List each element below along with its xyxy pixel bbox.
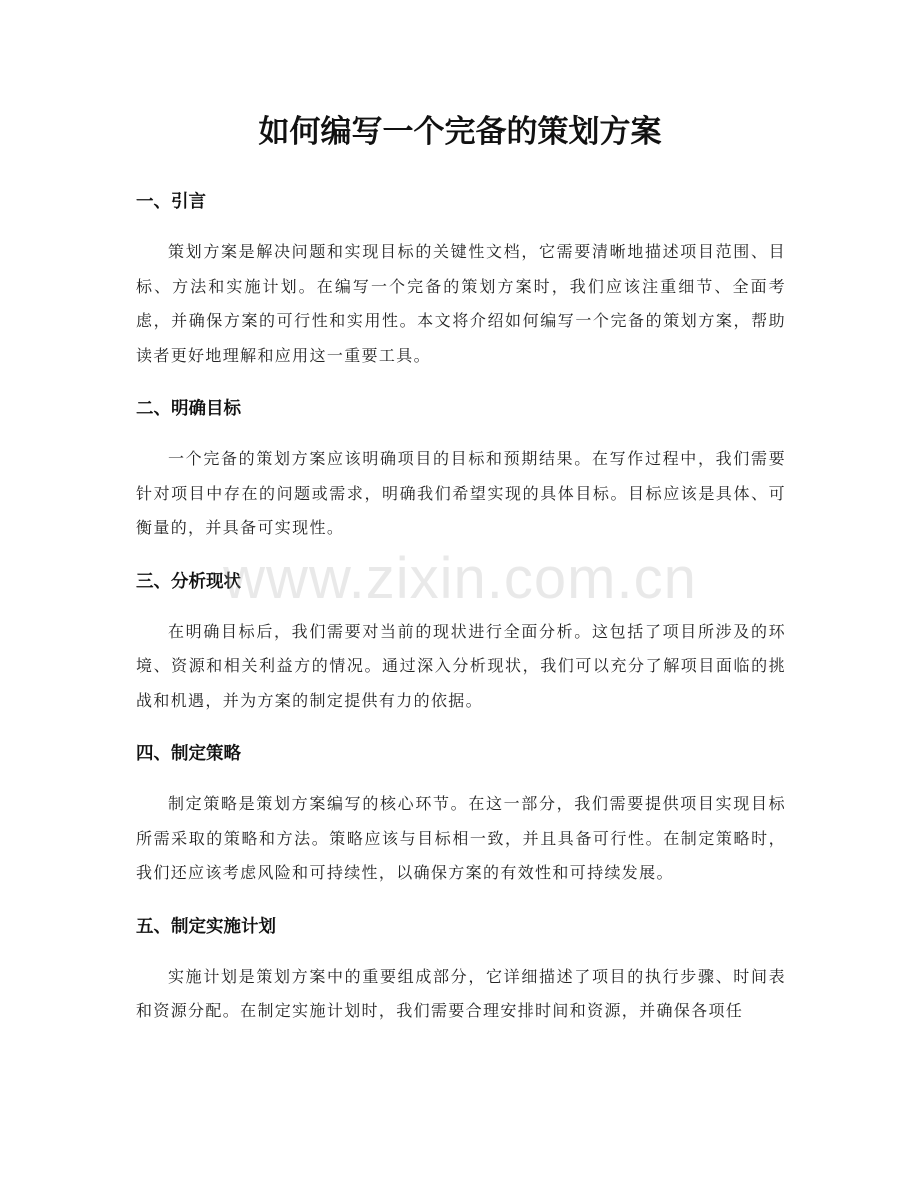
section-paragraph: 在明确目标后，我们需要对当前的现状进行全面分析。这包括了项目所涉及的环境、资源和相关利益方的情况。通过深入分析现状，我们可以充分了解项目面临的挑战和机遇，并为方案的制定提供有力的依据。	[136, 621, 786, 710]
section-paragraph: 一个完备的策划方案应该明确项目的目标和预期结果。在写作过程中，我们需要针对项目中存在的问题或需求，明确我们希望实现的具体目标。目标应该是具体、可衡量的，并具备可实现性。	[136, 449, 786, 537]
section-introduction	[136, 182, 786, 373]
section-analyze-status	[136, 562, 786, 719]
section-define-strategy	[136, 734, 786, 891]
section-define-goals	[136, 389, 786, 546]
section-heading: 三、分析现状	[136, 571, 241, 592]
watermark: www.zixin.com.cn	[223, 546, 697, 611]
section-heading: 二、明确目标	[136, 399, 241, 419]
section-paragraph: 策划方案是解决问题和实现目标的关键性文档，它需要清晰地描述项目范围、目标、方法和实施计划。在编写一个完备的策划方案时，我们应该注重细节、全面考虑，并确保方案的可行性和实用性。本文将介绍如何编写一个完备的策划方案，帮助读者更好地理解和应用这一重要工具。	[136, 242, 786, 365]
document-title: 如何编写一个完备的策划方案	[258, 114, 662, 150]
section-heading: 一、引言	[136, 192, 206, 212]
section-paragraph: 制定策略是策划方案编写的核心环节。在这一部分，我们需要提供项目实现目标所需采取的策略和方法。策略应该与目标相一致，并且具备可行性。在制定策略时，我们还应该考虑风险和可持续性，以确保方案的有效性和可持续发展。	[136, 794, 786, 882]
section-implementation-plan	[136, 907, 786, 1029]
section-paragraph: 实施计划是策划方案中的重要组成部分，它详细描述了项目的执行步骤、时间表和资源分配。在制定实施计划时，我们需要合理安排时间和资源，并确保各项任	[136, 966, 786, 1020]
section-heading: 四、制定策略	[136, 744, 241, 764]
document-body	[136, 182, 786, 1045]
section-heading: 五、制定实施计划	[136, 916, 276, 937]
